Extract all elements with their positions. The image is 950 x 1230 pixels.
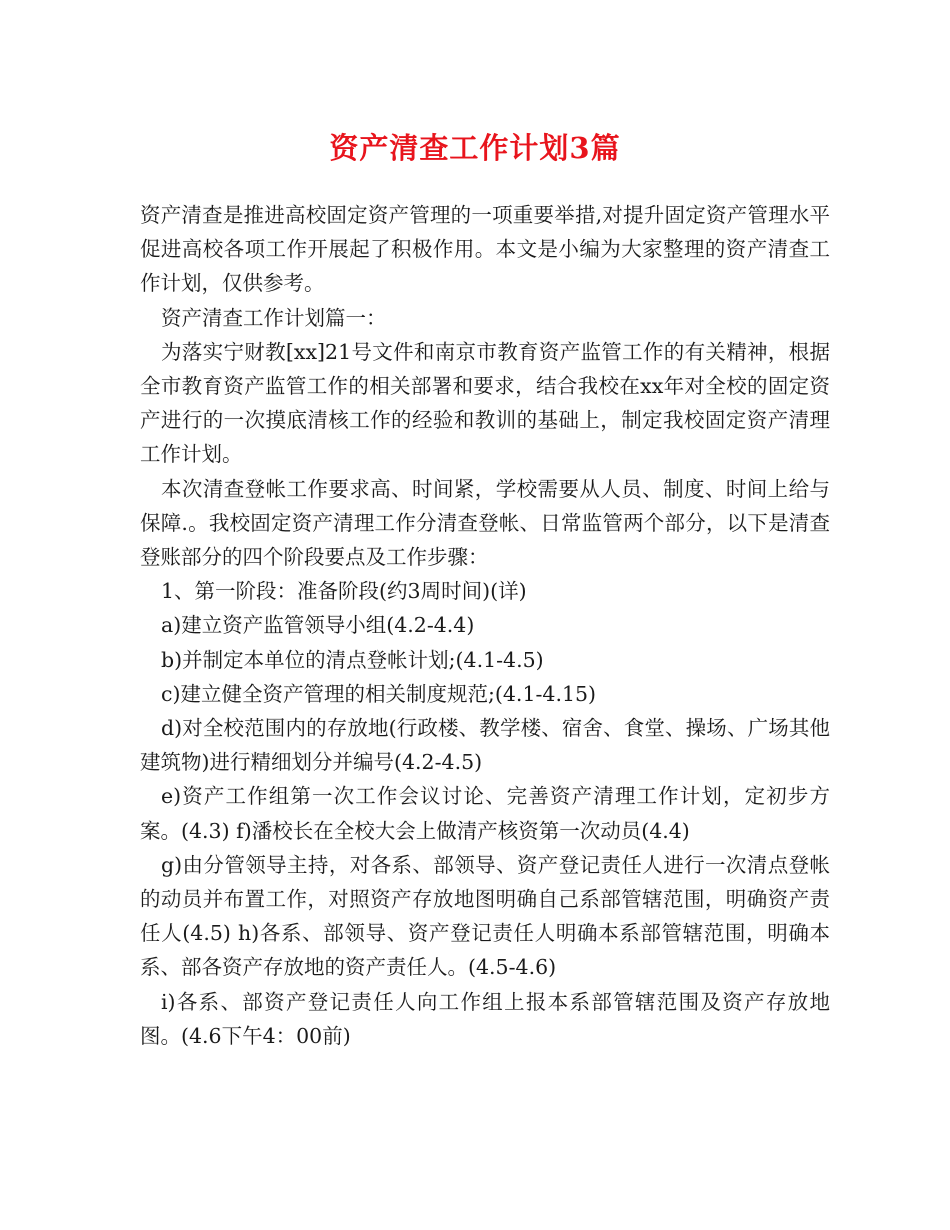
paragraph-section-heading: 资产清查工作计划篇一： <box>161 305 387 330</box>
list-item: e)资产工作组第一次工作会议讨论、完善资产清理工作计划，定初步方案。(4.3) f)潘校长在全校大会上做清产核资第一次动员(4.4) <box>140 784 830 843</box>
paragraph-intro: 资产清查是推进高校固定资产管理的一项重要举措,对提升固定资产管理水平促进高校各项工作开展起了积极作用。本文是小编为大家整理的资产清查工作计划，仅供参考。 <box>140 203 830 296</box>
list-item: 1、第一阶段：准备阶段(约3周时间)(详) <box>161 579 527 604</box>
list-item: g)由分管领导主持，对各系、部领导、资产登记责任人进行一次清点登帐的动员并布置工作，对照资产存放地图明确自己系部管辖范围，明确资产责任人(4.5) h)各系、部领导、资产登记责任人明确本系部管辖范围，明确本系、部各资产存放地的资产责任人。(4.5-4.6) <box>140 852 830 980</box>
paragraph: 本次清查登帐工作要求高、时间紧，学校需要从人员、制度、时间上给与保障.。我校固定资产清理工作分清查登帐、日常监管两个部分，以下是清查登账部分的四个阶段要点及工作步骤： <box>140 476 830 570</box>
list-item: a)建立资产监管领导小组(4.2-4.4) <box>161 613 475 638</box>
list-item: b)并制定本单位的清点登帐计划;(4.1-4.5) <box>161 647 544 672</box>
list-item: c)建立健全资产管理的相关制度规范;(4.1-4.15) <box>161 681 597 706</box>
paragraph: 为落实宁财教[xx]21号文件和南京市教育资产监管工作的有关精神，根据全市教育资产监管工作的相关部署和要求，结合我校在xx年对全校的固定资产进行的一次摸底清核工作的经验和教训的基础上，制定我校固定资产清理工作计划。 <box>140 339 830 467</box>
list-item: i)各系、部资产登记责任人向工作组上报本系部管辖范围及资产存放地图。(4.6下午4：00前) <box>140 989 830 1048</box>
list-item: d)对全校范围内的存放地(行政楼、教学楼、宿舍、食堂、操场、广场其他建筑物)进行精细划分并编号(4.2-4.5) <box>140 716 830 775</box>
document-body <box>140 198 830 1053</box>
document-title: 资产清查工作计划3篇 <box>329 131 621 165</box>
